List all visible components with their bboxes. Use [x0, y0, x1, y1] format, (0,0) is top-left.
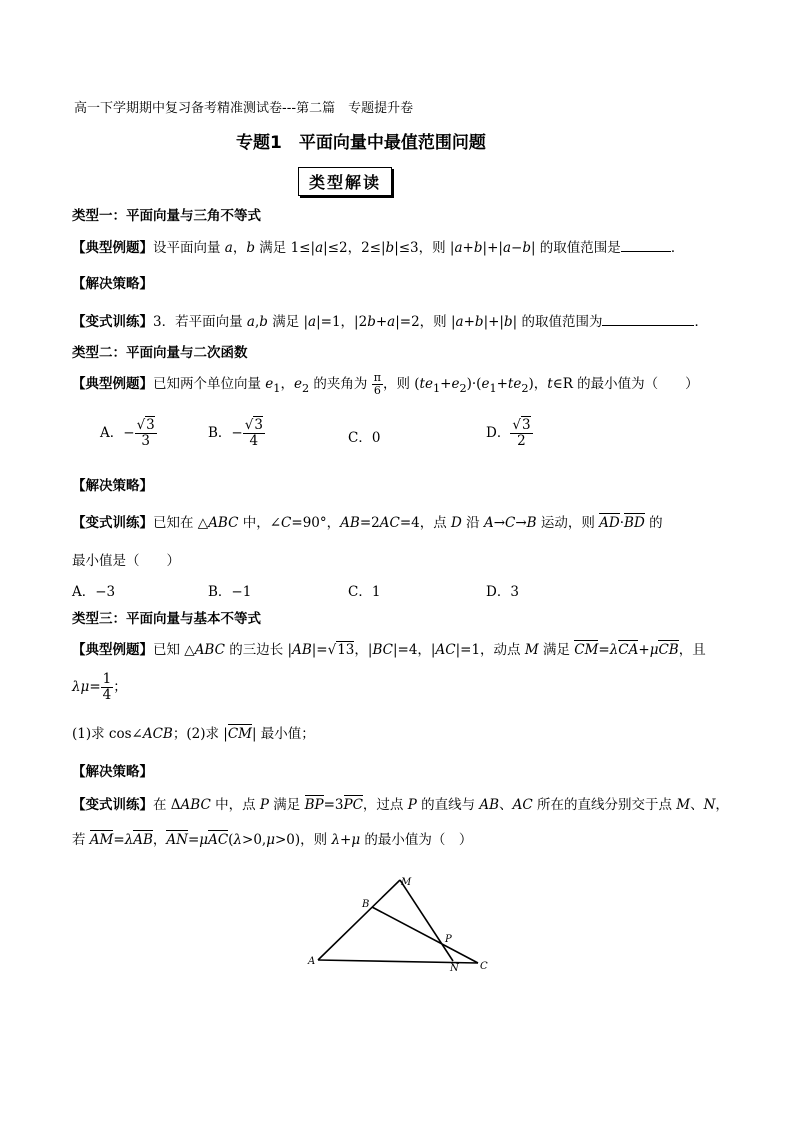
- section3-heading: 类型三：平面向量与基本不等式: [72, 611, 261, 627]
- section3-example: 【典型例题】已知 △ABC 的三边长 |AB|=√13，|BC|=4，|AC|=1，动点 M 满足 CM=λCA+μCB，且: [72, 642, 706, 658]
- option-c[interactable]: C．0: [348, 430, 381, 446]
- section3-variant: 【变式训练】在 ΔABC 中，点 P 满足 BP=3PC，过点 P 的直线与 AB、AC 所在的直线分别交于点 M、N，: [72, 797, 729, 813]
- variant-option-a[interactable]: A．−3: [72, 584, 116, 600]
- line-am: [318, 880, 400, 960]
- variant-tag: 【变式训练】: [72, 515, 153, 531]
- line-bc: [372, 907, 478, 963]
- section2-example: 【典型例题】已知两个单位向量 $e_1$，$e_2$ 的夹角为 $\frac{\pi}{6}$ ，则 $(te_1+e_2)\cdot(e_1+te_2)$，t∈R 的最小值为（ ）: [72, 371, 699, 398]
- variant-option-c[interactable]: C．1: [348, 584, 381, 600]
- section2-strategy: 【解决策略】: [72, 478, 153, 494]
- example-tag: 【典型例题】: [72, 376, 153, 393]
- label-a: A: [308, 956, 316, 967]
- section2-variant-line2: 最小值是（ ）: [72, 553, 180, 569]
- section-badge: 类型解读: [298, 167, 392, 196]
- section1-variant: 【变式训练】3．若平面向量 a,b 满足 |a|=1，|2b+a|=2，则 |a+b|+|b| 的取值范围为 ．: [72, 314, 708, 330]
- section3-variant-line2: 若 AM=λAB，AN=μAC(λ>0,μ>0)，则 λ+μ 的最小值为（ ）: [72, 832, 473, 848]
- section2-heading: 类型二：平面向量与二次函数: [72, 345, 248, 361]
- section3-subquestions: (1)求 cos∠ACB；(2)求 |CM| 最小值；: [72, 726, 315, 742]
- variant-tag: 【变式训练】: [72, 797, 153, 813]
- section1-example: 【典型例题】设平面向量 a，b 满足 1≤|a|≤2，2≤|b|≤3，则 |a+b|+|a−b| 的取值范围是 ．: [72, 240, 685, 256]
- option-a[interactable]: A．− $\frac{√3}{3}$: [100, 417, 155, 449]
- section1-heading: 类型一：平面向量与三角不等式: [72, 208, 261, 224]
- label-p: P: [445, 934, 452, 945]
- page-title: 专题1 平面向量中最值范围问题: [236, 133, 486, 153]
- variant-option-d[interactable]: D．3: [486, 584, 519, 600]
- page-header: 高一下学期期中复习备考精准测试卷---第二篇 专题提升卷: [74, 101, 414, 116]
- section3-condition: λμ= $\frac{1}{4}$ ；: [72, 671, 127, 703]
- label-c: C: [480, 961, 488, 972]
- label-b: B: [362, 899, 370, 910]
- triangle-figure: [300, 870, 500, 980]
- option-d[interactable]: D． $\frac{√3}{2}$: [486, 417, 531, 449]
- section3-strategy: 【解决策略】: [72, 764, 153, 780]
- section1-strategy: 【解决策略】: [72, 276, 153, 292]
- line-mn: [400, 880, 453, 961]
- variant-option-b[interactable]: B．−1: [208, 584, 252, 600]
- label-m: M: [401, 877, 412, 888]
- example-tag: 【典型例题】: [72, 240, 153, 256]
- option-b[interactable]: B．− $\frac{√3}{4}$: [208, 417, 263, 449]
- section2-variant: 【变式训练】已知在 △ABC 中，∠C=90°，AB=2AC=4，点 D 沿 A→C→B 运动，则 AD·BD 的: [72, 515, 663, 531]
- example-tag: 【典型例题】: [72, 642, 153, 658]
- label-n: N: [450, 963, 459, 974]
- variant-tag: 【变式训练】: [72, 314, 153, 330]
